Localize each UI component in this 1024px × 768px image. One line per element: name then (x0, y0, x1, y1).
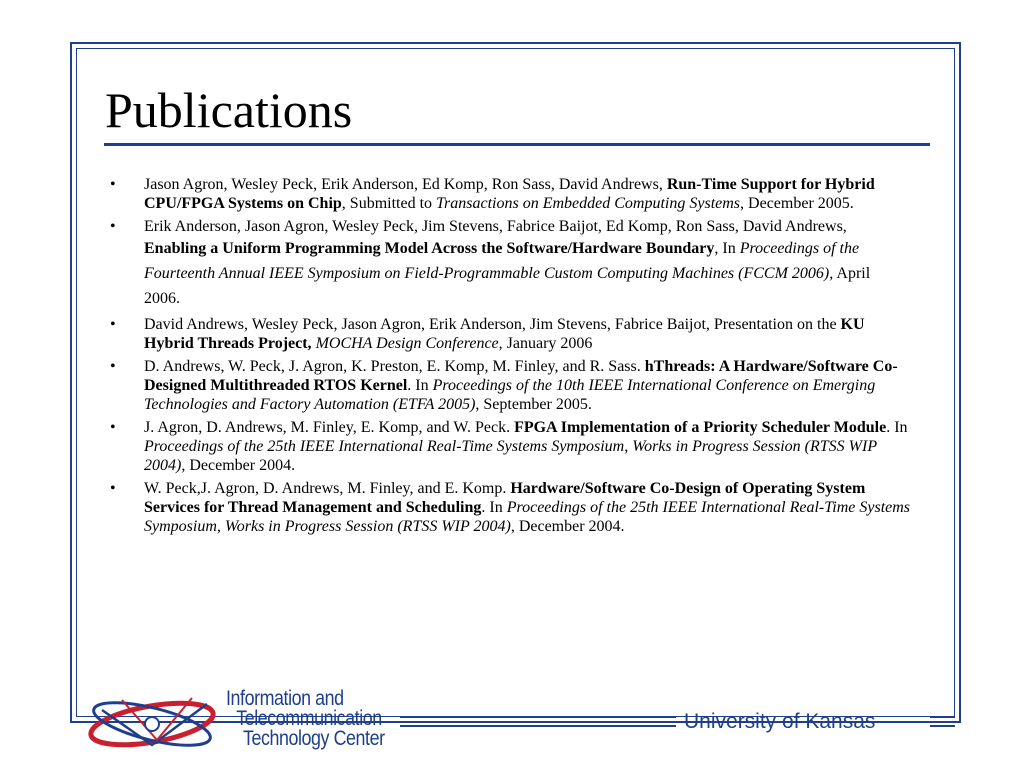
pub-date: , January 2006 (498, 335, 593, 352)
pub-title: Enabling a Uniform Programming Model Across the Software/Hardware Boundary (144, 240, 715, 257)
publication-item (110, 217, 910, 311)
publication-list (110, 175, 910, 540)
footer-rule-right-2 (930, 725, 955, 727)
university-name: University of Kansas (684, 710, 876, 733)
pub-date: , September 2005. (475, 396, 592, 413)
footer-rule-left (400, 716, 676, 718)
pub-date: , December 2004. (181, 457, 296, 474)
publication-item (110, 175, 910, 213)
pub-title: hThreads: A Hardware/Software Co-Designed Multithreaded RTOS Kernel (144, 358, 898, 394)
publication-item (110, 418, 910, 475)
pub-authors: David Andrews, Wesley Peck, Jason Agron, Erik Anderson, Jim Stevens, Fabrice Baijot, Presentation on the (144, 316, 841, 333)
logo-line-2: Telecommunication (236, 707, 382, 730)
logo-line-1: Information and (226, 687, 344, 710)
pub-authors: W. Peck,J. Agron, D. Andrews, M. Finley, and E. Komp. (144, 480, 511, 497)
publication-item (110, 357, 910, 414)
publication-item (110, 315, 910, 353)
title-divider (104, 143, 930, 146)
pub-title: Run-Time Support for Hybrid CPU/FPGA Systems on Chip (144, 176, 875, 212)
pub-connector: , In (714, 240, 740, 257)
footer-rule-left-2 (400, 725, 676, 727)
pub-title: FPGA Implementation of a Priority Scheduler Module (514, 419, 887, 436)
pub-date: , December 2005. (740, 195, 854, 212)
pub-title: Hardware/Software Co-Design of Operating System Services for Thread Management and Scheduling (144, 480, 866, 516)
pub-venue: Proceedings of the Fourteenth Annual IEEE Symposium on Field-Programmable Custom Computing Machines (FCCM 2006), (144, 240, 860, 282)
pub-date: , December 2004. (510, 518, 625, 535)
pub-venue: Proceedings of the 10th IEEE International Conference on Emerging Technologies and Factory Automation (ETFA 2005) (144, 377, 876, 413)
pub-connector: , Submitted to (341, 195, 437, 212)
ittc-logo-text (226, 689, 385, 749)
pub-authors: Erik Anderson, Jason Agron, Wesley Peck, Jim Stevens, Fabrice Baijot, Ed Komp, Ron Sass, David Andrews, (144, 218, 847, 235)
pub-venue: MOCHA Design Conference (315, 335, 499, 352)
pub-connector: . In (886, 419, 908, 436)
pub-connector: . In (481, 499, 507, 516)
page-title: Publications (105, 82, 353, 138)
footer-rule-right (930, 716, 955, 718)
publication-item (110, 479, 910, 536)
pub-venue: Proceedings of the 25th IEEE International Real-Time Systems Symposium, Works in Progress Session (RTSS WIP 2004) (144, 438, 877, 474)
pub-venue: Proceedings of the 25th IEEE International Real-Time Systems Symposium, Works in Progress Session (RTSS WIP 2004) (144, 499, 911, 535)
pub-authors: J. Agron, D. Andrews, M. Finley, E. Komp, and W. Peck. (144, 419, 515, 436)
pub-title: KU Hybrid Threads Project, (144, 316, 865, 352)
pub-venue: Transactions on Embedded Computing Systems (436, 195, 741, 212)
pub-connector: . In (407, 377, 433, 394)
logo-line-3: Technology Center (243, 727, 385, 750)
pub-authors: Jason Agron, Wesley Peck, Erik Anderson, Ed Komp, Ron Sass, David Andrews, (144, 176, 667, 193)
pub-authors: D. Andrews, W. Peck, J. Agron, K. Preston, E. Komp, M. Finley, and R. Sass. (144, 358, 645, 375)
ittc-logo-icon (82, 690, 232, 760)
pub-date: April 2006. (144, 265, 871, 307)
